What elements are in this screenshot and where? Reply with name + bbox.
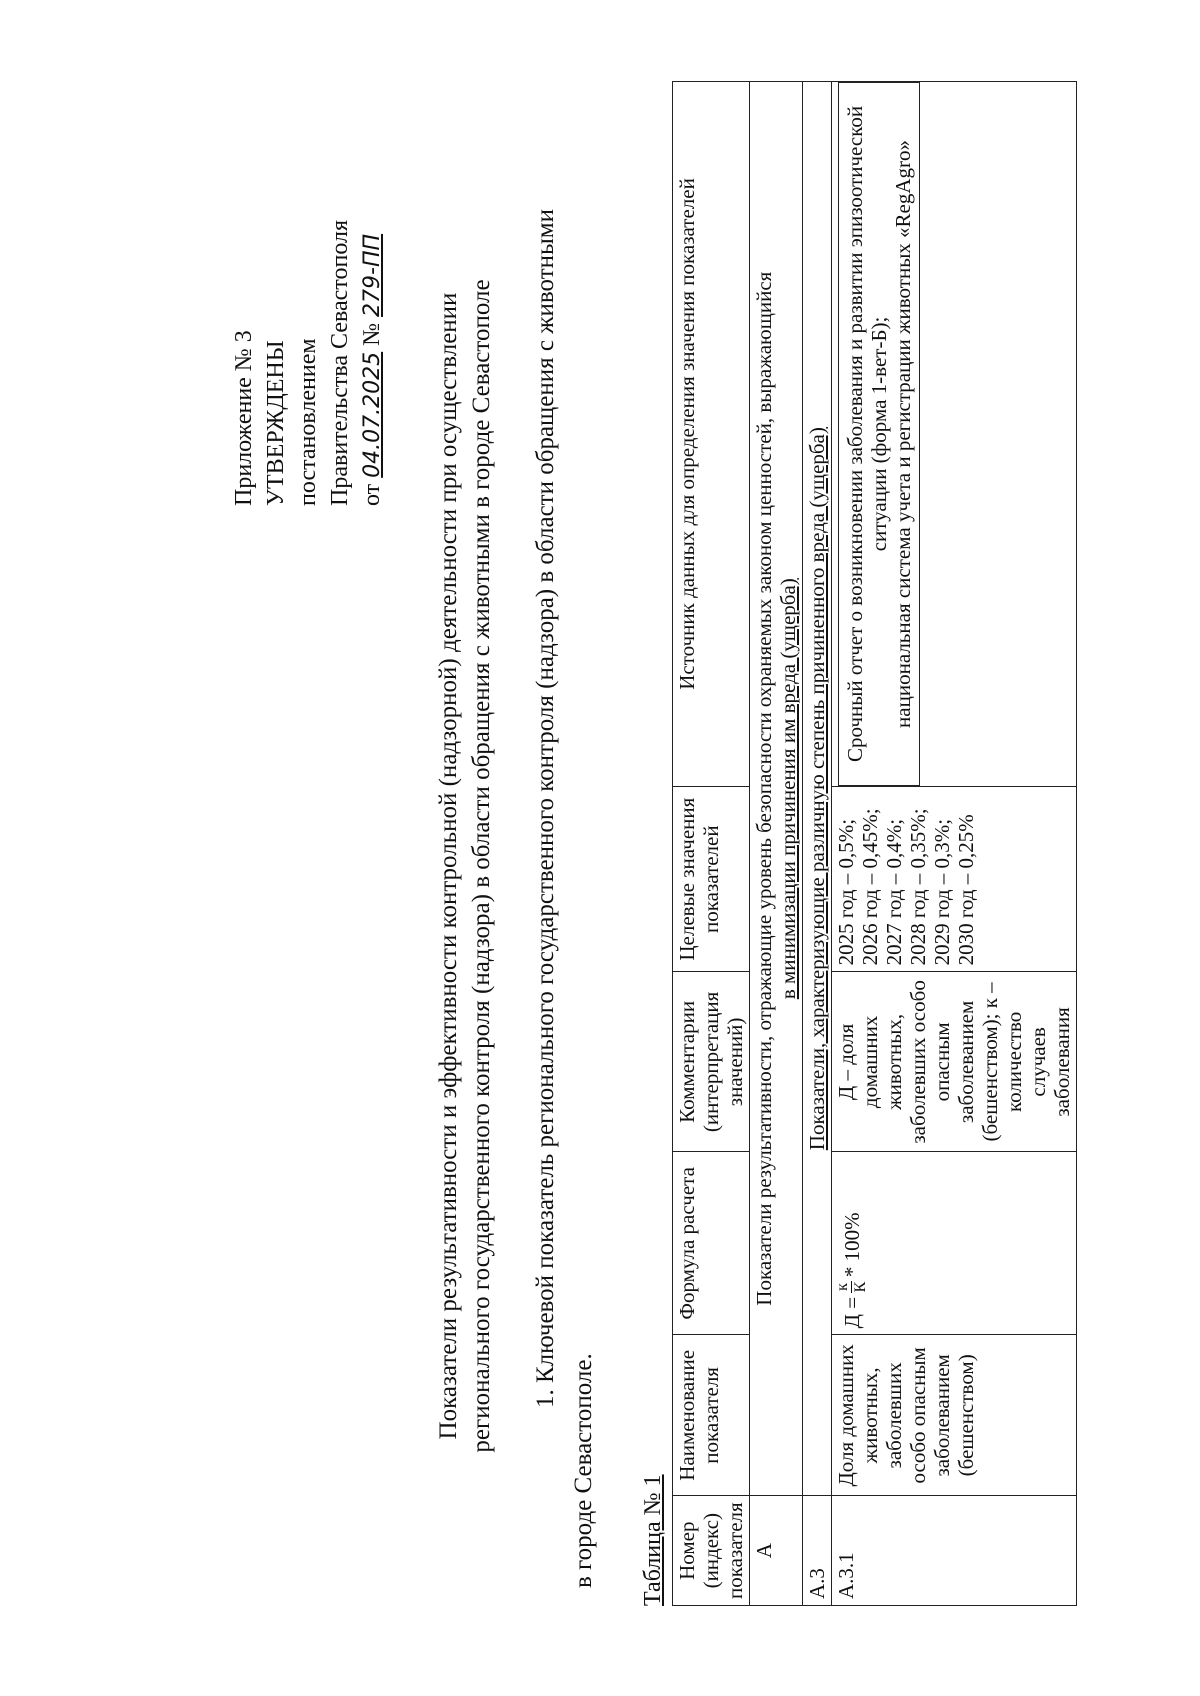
indicators-table xyxy=(672,81,1077,1606)
handwritten-date: 04.07.2025 xyxy=(360,351,385,478)
date-number-line xyxy=(356,106,389,506)
source-part-1: Срочный отчет о возникновении заболевания и развитии эпизоотической ситуации (форма 1-вет-Б); xyxy=(843,105,891,763)
header-index: Номер (индекс) показателя xyxy=(673,1496,750,1606)
target-value: 2025 год – 0,5%; xyxy=(834,818,858,966)
target-value: 2028 год – 0,35%; xyxy=(906,808,930,966)
row-a-text-part2: в минимизации причинения им вреда (ущерба) xyxy=(776,578,800,1000)
row-a3-index: А.3 xyxy=(803,1496,832,1606)
government-label: Правительства Севастополя xyxy=(327,219,353,506)
table-row-a3 xyxy=(803,82,832,1606)
row-a31-source xyxy=(832,82,1077,787)
header-formula: Формула расчета xyxy=(673,1152,750,1335)
target-value: 2026 год – 0,45%; xyxy=(858,808,882,966)
date-prefix: от xyxy=(359,483,385,506)
row-a31-formula xyxy=(832,1152,1077,1335)
number-prefix: № xyxy=(359,322,385,346)
header-name: Наименование показателя xyxy=(673,1335,750,1496)
row-a3-text xyxy=(803,82,832,1496)
row-a31-index: А.3.1 xyxy=(832,1496,1077,1606)
formula-denominator: К xyxy=(852,1281,869,1293)
key-indicator-line-1: 1. Ключевой показатель регионального государственного контроля (надзора) в области обращения с животными xyxy=(532,208,559,1408)
source-box xyxy=(838,82,920,786)
target-value: 2030 год – 0,25% xyxy=(954,814,978,966)
key-indicator-paragraph xyxy=(527,148,603,1588)
formula-expression xyxy=(834,1212,869,1328)
document-title xyxy=(432,236,498,1496)
row-a-text xyxy=(750,82,803,1496)
row-a-index: А xyxy=(750,1496,803,1606)
row-a31-targets xyxy=(832,786,1077,972)
resolution-label: постановлением xyxy=(295,338,321,506)
table-row-a xyxy=(750,82,803,1606)
key-indicator-line-2: в городе Севастополе. xyxy=(570,1353,597,1588)
annex-number: Приложение № 3 xyxy=(231,330,257,506)
formula-fraction xyxy=(834,1281,869,1293)
table-row-a31 xyxy=(832,82,1077,1606)
row-a31-comment: Д – доля домашних животных, заболевших особо опасным заболеванием (бешенством); к – количество случаев заболевания xyxy=(832,972,1077,1152)
handwritten-number: 279-ПП xyxy=(360,233,385,317)
approved-label: УТВЕРЖДЕНЫ xyxy=(263,340,289,506)
header-source: Источник данных для определения значения показателей xyxy=(673,82,750,787)
row-a3-text-label: Показатели, характеризующие различную степень причиненного вреда (ущерба) xyxy=(805,427,829,1151)
table-header-row xyxy=(673,82,750,1606)
table-label: Таблица № 1 xyxy=(640,1474,666,1606)
formula-numerator: к xyxy=(834,1283,851,1291)
title-line-2: регионального государственного контроля (надзора) в области обращения с животными в городе Севастополе xyxy=(468,279,495,1453)
target-value: 2029 год – 0,3%; xyxy=(930,818,954,966)
title-line-1: Показатели результативности и эффективности контрольной (надзорной) деятельности при осуществлении xyxy=(435,292,462,1440)
approval-block xyxy=(228,106,389,506)
row-a31-name: Доля домашних животных, заболевших особо опасным заболеванием (бешенством) xyxy=(832,1335,1077,1496)
row-a-text-part1: Показатели результативности, отражающие уровень безопасности охраняемых законом ценностей, выражающийся xyxy=(752,271,776,1306)
target-value: 2027 год – 0,4%; xyxy=(882,818,906,966)
header-targets: Целевые значения показателей xyxy=(673,786,750,972)
formula-lhs: Д = xyxy=(839,1296,864,1329)
source-part-2: национальная система учета и регистрации животных «RegAgro» xyxy=(891,139,915,728)
header-comment: Комментарии (интерпретация значений) xyxy=(673,972,750,1152)
formula-rhs: * 100% xyxy=(839,1212,864,1278)
